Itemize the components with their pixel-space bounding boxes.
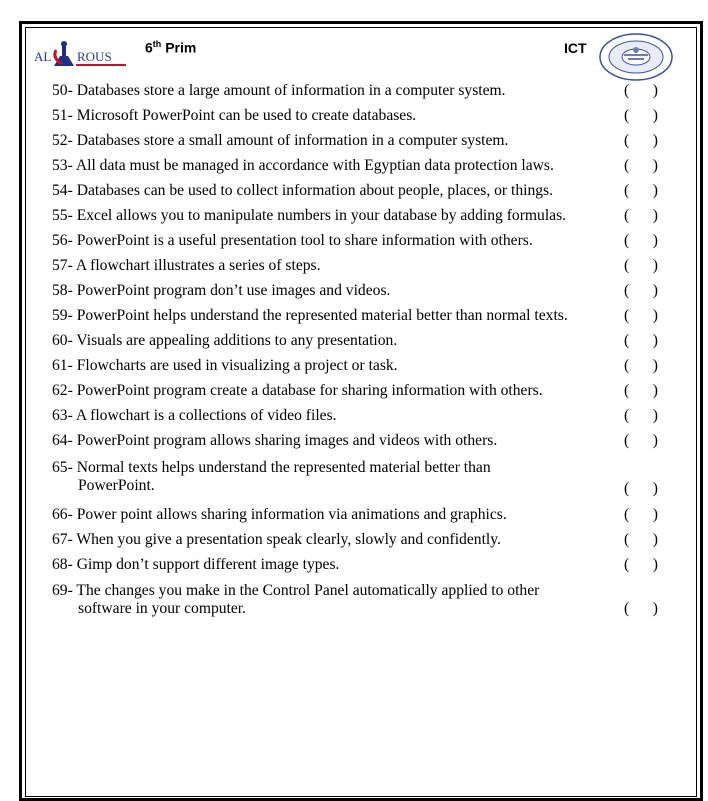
question-item: 55- Excel allows you to manipulate numbers in your database by adding formulas. xyxy=(52,207,567,224)
answer-blank[interactable]: ( ) xyxy=(624,407,658,424)
subject-label: ICT xyxy=(564,40,587,56)
answer-blank[interactable]: ( ) xyxy=(624,182,658,199)
question-item: 52- Databases store a small amount of information in a computer system. xyxy=(52,132,509,149)
question-item: 57- A flowchart illustrates a series of steps. xyxy=(52,257,321,274)
question-item: 69- The changes you make in the Control Panel automatically applied to other software in your computer. xyxy=(52,582,540,617)
answer-blank[interactable]: ( ) xyxy=(624,382,658,399)
answer-blank[interactable]: ( ) xyxy=(624,480,658,497)
answer-blank[interactable]: ( ) xyxy=(624,307,658,324)
answer-blank[interactable]: ( ) xyxy=(624,257,658,274)
question-item: 60- Visuals are appealing additions to any presentation. xyxy=(52,332,398,349)
answer-blank[interactable]: ( ) xyxy=(624,357,658,374)
question-item: 50- Databases store a large amount of information in a computer system. xyxy=(52,82,506,99)
question-item: 68- Gimp don’t support different image types. xyxy=(52,556,340,573)
answer-blank[interactable]: ( ) xyxy=(624,157,658,174)
question-item: 51- Microsoft PowerPoint can be used to create databases. xyxy=(52,107,417,124)
answer-blank[interactable]: ( ) xyxy=(624,506,658,523)
answer-blank[interactable]: ( ) xyxy=(624,232,658,249)
question-item: 64- PowerPoint program allows sharing images and videos with others. xyxy=(52,432,498,449)
grade-label: 6th Prim xyxy=(145,39,197,56)
question-item: 62- PowerPoint program create a database for sharing information with others. xyxy=(52,382,543,399)
logo-text-right: ROUS xyxy=(77,49,112,64)
question-item: 63- A flowchart is a collections of video files. xyxy=(52,407,337,424)
question-item: 61- Flowcharts are used in visualizing a project or task. xyxy=(52,357,398,374)
answer-blank[interactable]: ( ) xyxy=(624,556,658,573)
answer-blank[interactable]: ( ) xyxy=(624,332,658,349)
answer-blank[interactable]: ( ) xyxy=(624,107,658,124)
question-item: 56- PowerPoint is a useful presentation tool to share information with others. xyxy=(52,232,533,249)
answer-blank[interactable]: ( ) xyxy=(624,531,658,548)
question-item: 54- Databases can be used to collect information about people, places, or things. xyxy=(52,182,554,199)
question-item: 65- Normal texts helps understand the represented material better than PowerPoint. xyxy=(52,459,491,494)
answer-blank[interactable]: ( ) xyxy=(624,432,658,449)
answer-blank[interactable]: ( ) xyxy=(624,600,658,617)
answer-blank[interactable]: ( ) xyxy=(624,207,658,224)
question-item: 67- When you give a presentation speak clearly, slowly and confidently. xyxy=(52,531,501,548)
answer-blank[interactable]: ( ) xyxy=(624,282,658,299)
question-item: 58- PowerPoint program don’t use images and videos. xyxy=(52,282,391,299)
answer-blank[interactable]: ( ) xyxy=(624,132,658,149)
question-item: 66- Power point allows sharing information via animations and graphics. xyxy=(52,506,507,523)
question-item: 53- All data must be managed in accordance with Egyptian data protection laws. xyxy=(52,157,554,174)
question-item: 59- PowerPoint helps understand the represented material better than normal texts. xyxy=(52,307,568,324)
answer-blank[interactable]: ( ) xyxy=(624,82,658,99)
logo-text-left: AL xyxy=(34,49,52,64)
